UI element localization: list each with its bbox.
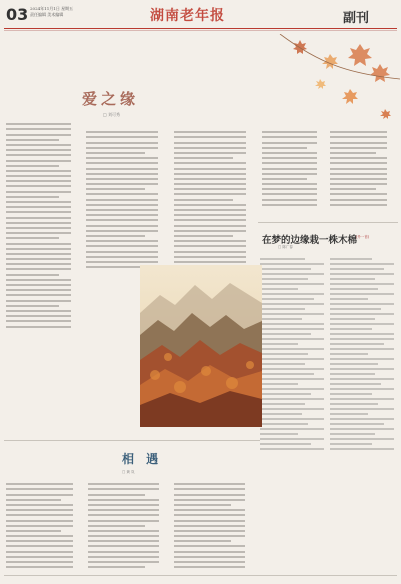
page-number: 03: [6, 5, 29, 24]
header-rule: [4, 28, 397, 29]
article-title: 相 遇: [122, 452, 163, 466]
article-title: 在梦的边缘栽一株木棉: [262, 235, 358, 246]
article1-column-3: [174, 128, 258, 266]
article-subtitle: (外一首): [356, 235, 370, 239]
header-rule-thin: [4, 30, 397, 31]
article1-column-4: [262, 128, 326, 209]
article-title: 爱之缘: [82, 90, 140, 108]
meta-line: 责任编辑 美术编辑: [30, 12, 64, 17]
article-author: □ 刘可秀: [103, 112, 121, 117]
article-author: □ 陈广春: [278, 245, 293, 249]
article1-column-2: [86, 128, 170, 271]
article3-column-2: [88, 480, 170, 571]
section-divider: [4, 440, 260, 441]
article-author: □ 黄 岚: [122, 470, 135, 474]
poem-columns: [260, 255, 394, 541]
landscape-photo: [140, 265, 262, 427]
section-divider: [258, 222, 398, 223]
article3-column-1: [6, 480, 84, 571]
footer-rule: [4, 575, 397, 576]
article1-column-1: [6, 120, 82, 331]
issue-meta: [30, 6, 90, 18]
article1-column-5: [330, 128, 396, 209]
poem-column-right: [330, 255, 394, 453]
meta-line: 2024年11月1日 星期五: [30, 6, 74, 11]
article3-column-3: [174, 480, 256, 571]
masthead: 湖南老年报: [150, 8, 225, 24]
section-title: 副刊: [343, 11, 370, 26]
poem-column-left: [260, 255, 324, 453]
